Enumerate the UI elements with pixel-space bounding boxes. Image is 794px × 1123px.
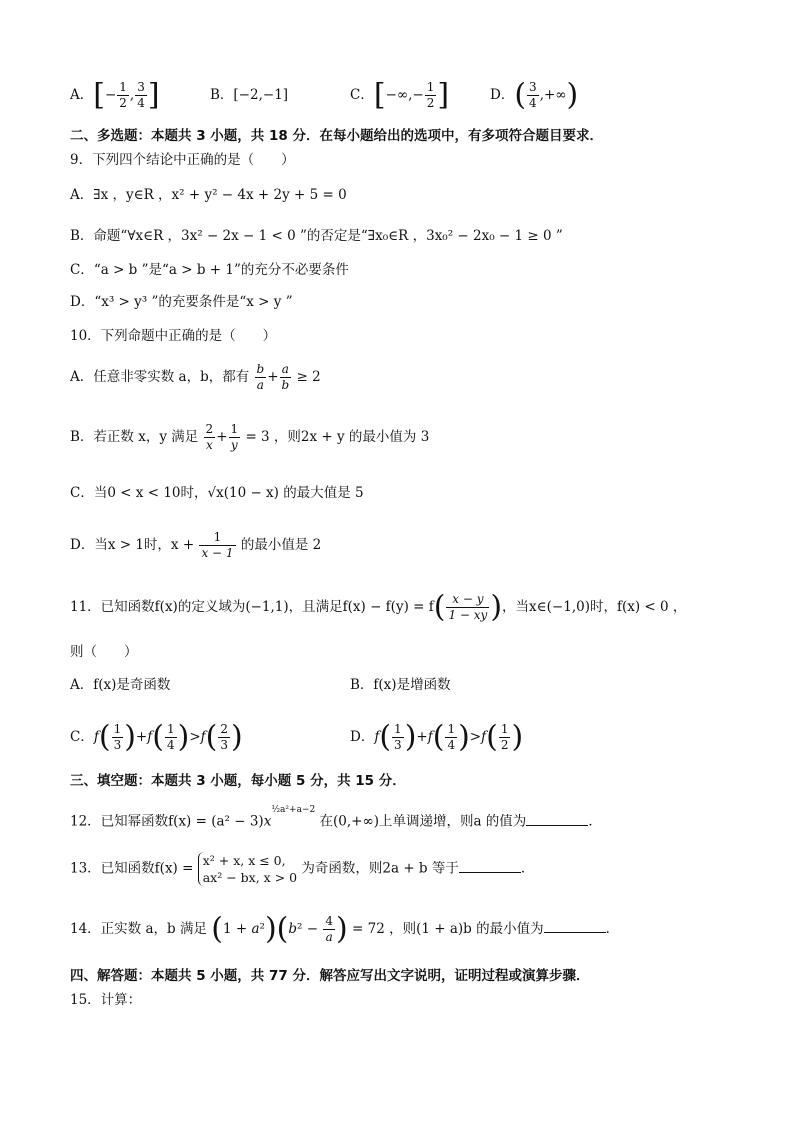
q11-option-b: B．f(x)是增函数 <box>350 677 451 693</box>
q11-option-d: D．f( $\frac{1}{3}$ )+f( $\frac{1}{4}$ )>f( $\frac{1}{2}$ ) <box>350 719 524 755</box>
section-4-heading: 四、解答题：本题共 5 小题，共 77 分．解答应写出文字说明，证明过程或演算步骤． <box>70 968 590 984</box>
q9-option-b: B．命题“∀x∈R ，3x² − 2x − 1 < 0 ”的否定是“∃x₀∈R ，3x₀² − 2x₀ − 1 ≥ 0 ” <box>70 228 563 244</box>
q14: 14．正实数 a，b 满足 (1 + a²)(b² − $\frac{4}{a}$ ) = 72 ，则(1 + a)b 的最小值为 ． <box>70 911 620 947</box>
q11-option-a: A．f(x)是奇函数 <box>70 677 171 693</box>
q10-option-a: A．任意非零实数 a，b，都有 $\frac{b}{a}$ + $\frac{a}{b}$ ≥ 2 <box>70 362 321 392</box>
section-3-heading: 三、填空题：本题共 3 小题，每小题 5 分，共 15 分． <box>70 773 406 789</box>
q9-option-d: D．“x³ > y³ ”的充要条件是“x > y ” <box>70 294 293 310</box>
q10-stem: 10．下列命题中正确的是（ ） <box>70 328 277 344</box>
q11-stem: 11．已知函数f(x)的定义域为(−1,1)，且满足f(x) − f(y) = f( $\frac{x - y}{1 - xy}$ )，当x∈(−1,0)时，f(x) < 0 ， <box>70 589 687 625</box>
q10-option-d: D．当x > 1时，x + $\frac{1}{x - 1}$ 的最小值是 2 <box>70 530 322 560</box>
q10-option-b: B．若正数 x，y 满足 $\frac{2}{x}$ + $\frac{1}{y}$ = 3 ，则2x + y 的最小值为 3 <box>70 422 430 452</box>
q15-stem: 15．计算： <box>70 992 142 1008</box>
q11-stem-line2: 则（ ） <box>70 644 138 660</box>
q8-option-c: C．[−∞,− $\frac{1}{2}$ ] <box>350 77 450 113</box>
q13-answer-blank[interactable] <box>459 858 521 873</box>
q8-options-row <box>70 77 579 113</box>
q13: 13．已知函数f(x) = x² + x, x ≤ 0, ax² − bx, x > 0 为奇函数，则2a + b 等于 ． <box>70 853 535 885</box>
section-2-heading: 二、多选题：本题共 3 小题，共 18 分．在每小题给出的选项中，有多项符合题目要求． <box>70 128 603 144</box>
q8-option-a: A．[− $\frac{1}{2}$ , $\frac{3}{4}$ ] <box>70 77 160 113</box>
q9-stem: 9．下列四个结论中正确的是（ ） <box>70 152 295 168</box>
q14-answer-blank[interactable] <box>544 918 606 933</box>
q8-option-d: D．( $\frac{3}{4}$ ,+∞) <box>490 77 579 113</box>
q9-option-c: C．“a > b ”是“a > b + 1”的充分不必要条件 <box>70 262 349 278</box>
q10-option-c: C．当0 < x < 10时，√x(10 − x) 的最大值是 5 <box>70 485 364 501</box>
q9-option-a: A．∃x ，y∈R ，x² + y² − 4x + 2y + 5 = 0 <box>70 187 347 203</box>
q11-option-c: C．f( $\frac{1}{3}$ )+f( $\frac{1}{4}$ )>f( $\frac{2}{3}$ ) <box>70 719 243 755</box>
q12: 12．已知幂函数$f(x) = (a^2 - 3)x^{\frac{1}{2}a^2+a-2}$ 在(0,+∞)上单调递增，则a 的值为 ． <box>70 805 602 830</box>
q8-option-b: B．[−2,−1] <box>210 87 289 103</box>
q12-answer-blank[interactable] <box>526 811 588 826</box>
